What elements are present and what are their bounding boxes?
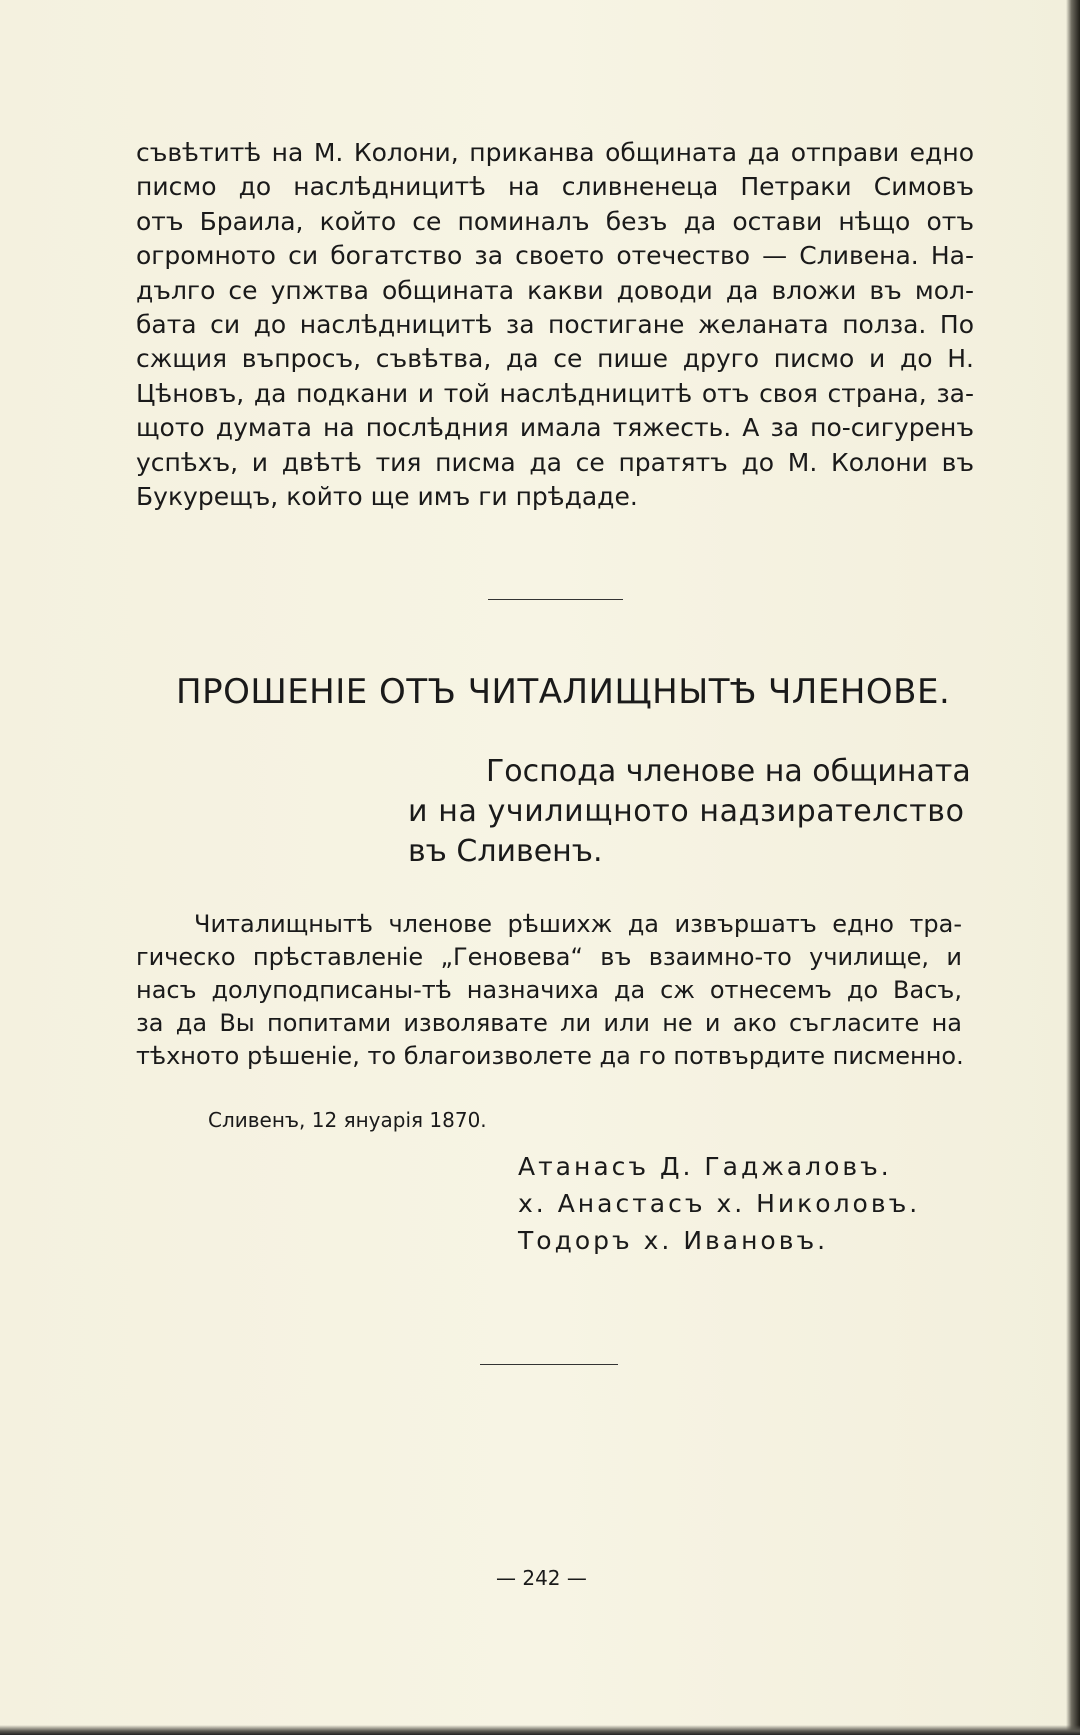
- text-line: щото думата на послѣдния имала тяжесть. А за по-сигуренъ: [136, 413, 974, 443]
- signature-line: Атанасъ Д. Гаджаловъ.: [518, 1152, 892, 1181]
- text-line: Букурещъ, който ще имъ ги прѣдаде.: [136, 482, 638, 512]
- dateline: Сливенъ, 12 януарія 1870.: [208, 1108, 487, 1132]
- text-line: отъ Браила, който се поминалъ безъ да остави нѣщо отъ: [136, 206, 974, 236]
- address-block: [408, 752, 971, 872]
- page-edge-shadow: [1066, 0, 1080, 1735]
- signature-block: [518, 1148, 920, 1259]
- text-line: за да Вы попитами изволявате ли или не и ако съгласите на: [136, 1009, 962, 1037]
- text-line: сжщия въпросъ, съвѣтва, да се пише друго писмо и до Н.: [136, 344, 974, 374]
- section-divider: [488, 599, 623, 600]
- signature-line: х. Анастасъ х. Николовъ.: [518, 1189, 921, 1218]
- body-paragraph: [136, 136, 974, 514]
- text-line: успѣхъ, и двѣтѣ тия писма да се пратятъ до М. Колони въ: [136, 447, 974, 477]
- address-line: Господа членове на общината: [486, 754, 971, 789]
- signature-line: Тодоръ х. Ивановъ.: [518, 1226, 829, 1255]
- text-line: Цѣновъ, да подкани и той наслѣдницитѣ отъ своя страна, за-: [136, 378, 974, 408]
- petition-paragraph: [136, 908, 962, 1073]
- section-heading: ПРОШЕНІЕ ОТЪ ЧИТАЛИЩНЫТѢ ЧЛЕНОВЕ.: [176, 672, 951, 712]
- page-edge-shadow: [0, 1725, 1080, 1735]
- text-line: дълго се упжтва общината какви доводи да вложи въ мол-: [136, 275, 974, 305]
- text-line: огромното си богатство за своето отечество — Сливена. На-: [136, 241, 974, 271]
- text-line: насъ долуподписаны-тѣ назначиха да сж отнесемъ до Васъ,: [136, 976, 962, 1004]
- text-line: тѣхното рѣшеніе, то благоизволете да го потвърдите писменно.: [136, 1042, 964, 1070]
- text-line: съвѣтитѣ на М. Колони, приканва общината да отправи едно: [136, 138, 974, 167]
- address-line: и на училищното надзирателство: [408, 794, 965, 829]
- address-line: въ Сливенъ.: [408, 834, 603, 869]
- text-line: бата си до наслѣдницитѣ за постигане желаната полза. По: [136, 310, 974, 340]
- text-line: писмо до наслѣдницитѣ на сливненеца Петраки Симовъ: [136, 172, 974, 202]
- text-line: гическо прѣставленіе „Геновева“ въ взаимно-то училище, и: [136, 943, 962, 971]
- section-divider: [480, 1364, 618, 1365]
- page-number: — 242 —: [496, 1566, 587, 1590]
- text-line: Читалищнытѣ членове рѣшихж да извършатъ едно тра-: [194, 910, 962, 938]
